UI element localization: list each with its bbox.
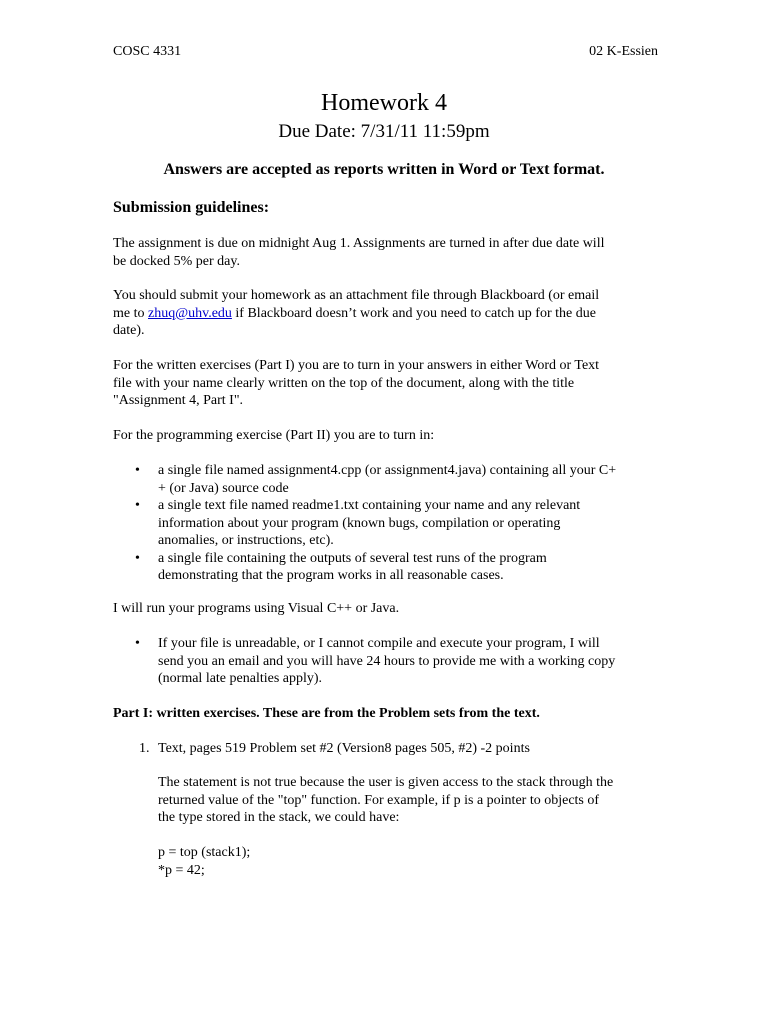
text-line: demonstrating that the program works in all reasonable cases. (158, 568, 504, 583)
text-line: If your file is unreadable, or I cannot compile and execute your program, I will (158, 636, 600, 651)
problem-title: Text, pages 519 Problem set #2 (Version8 pages 505, #2) -2 points (158, 741, 530, 756)
text-line: a single file named assignment4.cpp (or assignment4.java) containing all your C+ (158, 463, 617, 478)
paragraph-written-exercises (113, 357, 658, 410)
format-note: Answers are accepted as reports written in Word or Text format. (163, 161, 605, 178)
answer-paragraph (158, 774, 658, 827)
text-fragment: me to (113, 305, 148, 321)
email-link[interactable]: zhuq@uhv.edu (148, 305, 232, 321)
text-line: date). (113, 323, 145, 338)
text-line: For the written exercises (Part I) you are to turn in your answers in either Word or Text (113, 358, 600, 373)
code-line: *p = 42; (158, 862, 205, 878)
text-line (113, 305, 658, 323)
course-code: COSC 4331 (113, 44, 182, 59)
text-line: anomalies, or instructions, etc). (158, 533, 334, 548)
part1-heading: Part I: written exercises. These are from the Problem sets from the text. (113, 706, 540, 721)
text-line: + (or Java) source code (158, 480, 289, 496)
text-line: (normal late penalties apply). (158, 671, 323, 686)
list-item (113, 462, 658, 497)
bullet-icon: • (135, 463, 140, 478)
deliverables-list (113, 462, 658, 585)
text-line: send you an email and you will have 24 hours to provide me with a working copy (158, 653, 616, 669)
submission-heading: Submission guidelines: (113, 199, 270, 216)
due-date: Due Date: 7/31/11 11:59pm (278, 121, 490, 142)
text-line: file with your name clearly written on the top of the document, along with the title (113, 375, 575, 391)
bullet-icon: • (135, 636, 140, 651)
bullet-icon: • (135, 498, 140, 513)
paragraph-run-programs: I will run your programs using Visual C++ or Java. (113, 601, 400, 616)
problem-list (113, 740, 658, 758)
text-line: The assignment is due on midnight Aug 1. Assignments are turned in after due date will (113, 236, 605, 251)
text-line: a single text file named readme1.txt containing your name and any relevant (158, 498, 581, 513)
code-snippet (158, 844, 658, 879)
list-item (113, 740, 658, 758)
text-line: returned value of the "top" function. For example, if p is a pointer to objects of (158, 792, 600, 808)
text-line: be docked 5% per day. (113, 253, 240, 269)
text-line: The statement is not true because the user is given access to the stack through the (158, 775, 614, 790)
paragraph-programming: For the programming exercise (Part II) you are to turn in: (113, 428, 435, 443)
code-line: p = top (stack1); (158, 845, 251, 860)
text-fragment: if Blackboard doesn’t work and you need to catch up for the due (231, 305, 596, 321)
list-item (113, 497, 658, 550)
text-line: the type stored in the stack, we could have: (158, 810, 400, 825)
text-line: You should submit your homework as an attachment file through Blackboard (or email (113, 288, 600, 303)
paragraph-deadline (113, 235, 658, 270)
list-item (113, 635, 658, 688)
list-item (113, 550, 658, 585)
text-line: a single file containing the outputs of several test runs of the program (158, 550, 547, 566)
text-line: information about your program (known bugs, compilation or operating (158, 515, 561, 531)
item-number: 1. (139, 741, 150, 756)
page-title: Homework 4 (321, 90, 447, 116)
course-section: 02 K-Essien (589, 44, 658, 59)
bullet-icon: • (135, 550, 140, 566)
policy-list (113, 635, 658, 688)
text-line: "Assignment 4, Part I". (113, 393, 244, 408)
paragraph-submit (113, 287, 658, 340)
